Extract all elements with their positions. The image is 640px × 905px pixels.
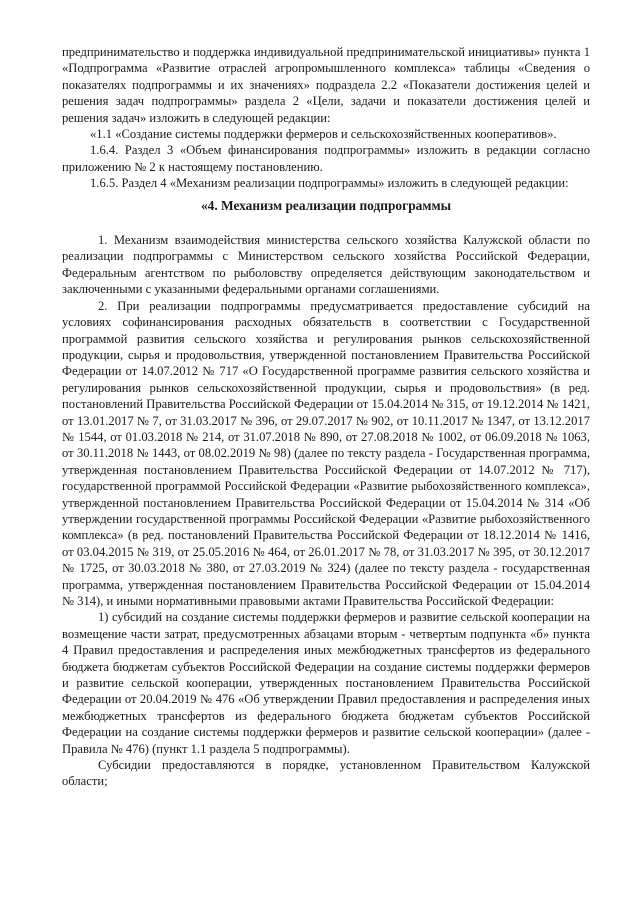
quote-item-1-1: «1.1 «Создание системы поддержки фермеров и сельскохозяйственных кооперативов».	[90, 127, 557, 142]
paragraph-2-subitem-1: 1) субсидий на создание системы поддержки фермеров и развитие сельской кооперации на возмещение части затрат, предусмотренных абзацами вторым - четвертым подпункта «б» пункта 4 Правил предоставления и распределения иных межбюджетных трансфертов из федерального бюджета бюджетам субъектов Российской Федерации на создание системы поддержки фермеров и развитие сельской кооперации, утвержденных постановлением Правительства Российской Федерации от 20.04.2019 № 476 «Об утверждении Правил предоставления и распределения иных межбюджетных трансфертов из федерального бюджета бюджетам субъектов Российской Федерации на создание системы поддержки фермеров и развитие сельской кооперации» (далее - Правила № 476) (пункт 1.1 раздела 5 подпрограммы).	[62, 610, 590, 756]
paragraph-1: 1. Механизм взаимодействия министерства сельского хозяйства Калужской области по реализации подпрограммы с Министерством сельского хозяйства Российской Федерации, Федеральным агентством по рыболовству определяется действующим законодательством и заключенными с указанными федеральными органами соглашениями.	[62, 233, 590, 297]
paragraph-2: 2. При реализации подпрограммы предусматривается предоставление субсидий на условиях софинансирования расходных обязательств в соответствии с Государственной программой развития сельского хозяйства и регулирования рынков сельскохозяйственной продукции, сырья и продовольствия, утвержденной постановлением Правительства Российской Федерации от 14.07.2012 № 717 «О Государственной программе развития сельского хозяйства и регулирования рынков сельскохозяйственной продукции, сырья и продовольствия» (в ред. постановлений Правительства Российской Федерации от 15.04.2014 № 315, от 19.12.2014 № 1421, от 13.01.2017 № 7, от 31.03.2017 № 396, от 29.07.2017 № 902, от 10.11.2017 № 1347, от 13.12.2017 № 1544, от 01.03.2018 № 214, от 31.07.2018 № 890, от 27.08.2018 № 1002, от 06.09.2018 № 1063, от 30.11.2018 № 1443, от 08.02.2019 № 98) (далее по тексту раздела - Государственная программа, утвержденная постановлением Правительства Российской Федерации от 14.07.2012 № 717), государственной программой Российской Федерации «Развитие рыбохозяйственного комплекса», утвержденной постановлением Правительства Российской Федерации от 15.04.2014 № 314 «Об утверждении государственной программы Российской Федерации «Развитие рыбохозяйственного комплекса» (в ред. постановлений Правительства Российской Федерации от 18.12.2014 № 1416, от 03.04.2015 № 319, от 25.05.2016 № 464, от 26.01.2017 № 78, от 31.03.2017 № 395, от 30.12.2017 № 1725, от 30.03.2018 № 380, от 27.03.2019 № 324) (далее по тексту раздела - государственная программа, утвержденная постановлением Правительства Российской Федерации от 15.04.2014 № 314), и иными нормативными правовыми актами Правительства Российской Федерации:	[62, 298, 590, 608]
section-heading: «4. Механизм реализации подпрограммы	[200, 197, 452, 213]
item-1-6-5: 1.6.5. Раздел 4 «Механизм реализации подпрограммы» изложить в следующей редакции:	[90, 176, 569, 191]
item-1-6-4: 1.6.4. Раздел 3 «Объем финансирования подпрограммы» изложить в редакции согласно приложению № 2 к настоящему постановлению.	[62, 143, 590, 174]
intro-paragraph: предпринимательство и поддержка индивидуальной предпринимательской инициативы» пункта 1 «Подпрограмма «Развитие отраслей агропромышленного комплекса» таблицы «Сведения о показателях подпрограммы и их значениях» подраздела 2.2 «Показатели достижения целей и решения задач подпрограммы» раздела 2 «Цели, задачи и показатели достижения целей и решения задач» изложить в следующей редакции:	[62, 45, 590, 125]
paragraph-subsidy-order: Субсидии предоставляются в порядке, установленном Правительством Калужской области;	[62, 758, 590, 789]
